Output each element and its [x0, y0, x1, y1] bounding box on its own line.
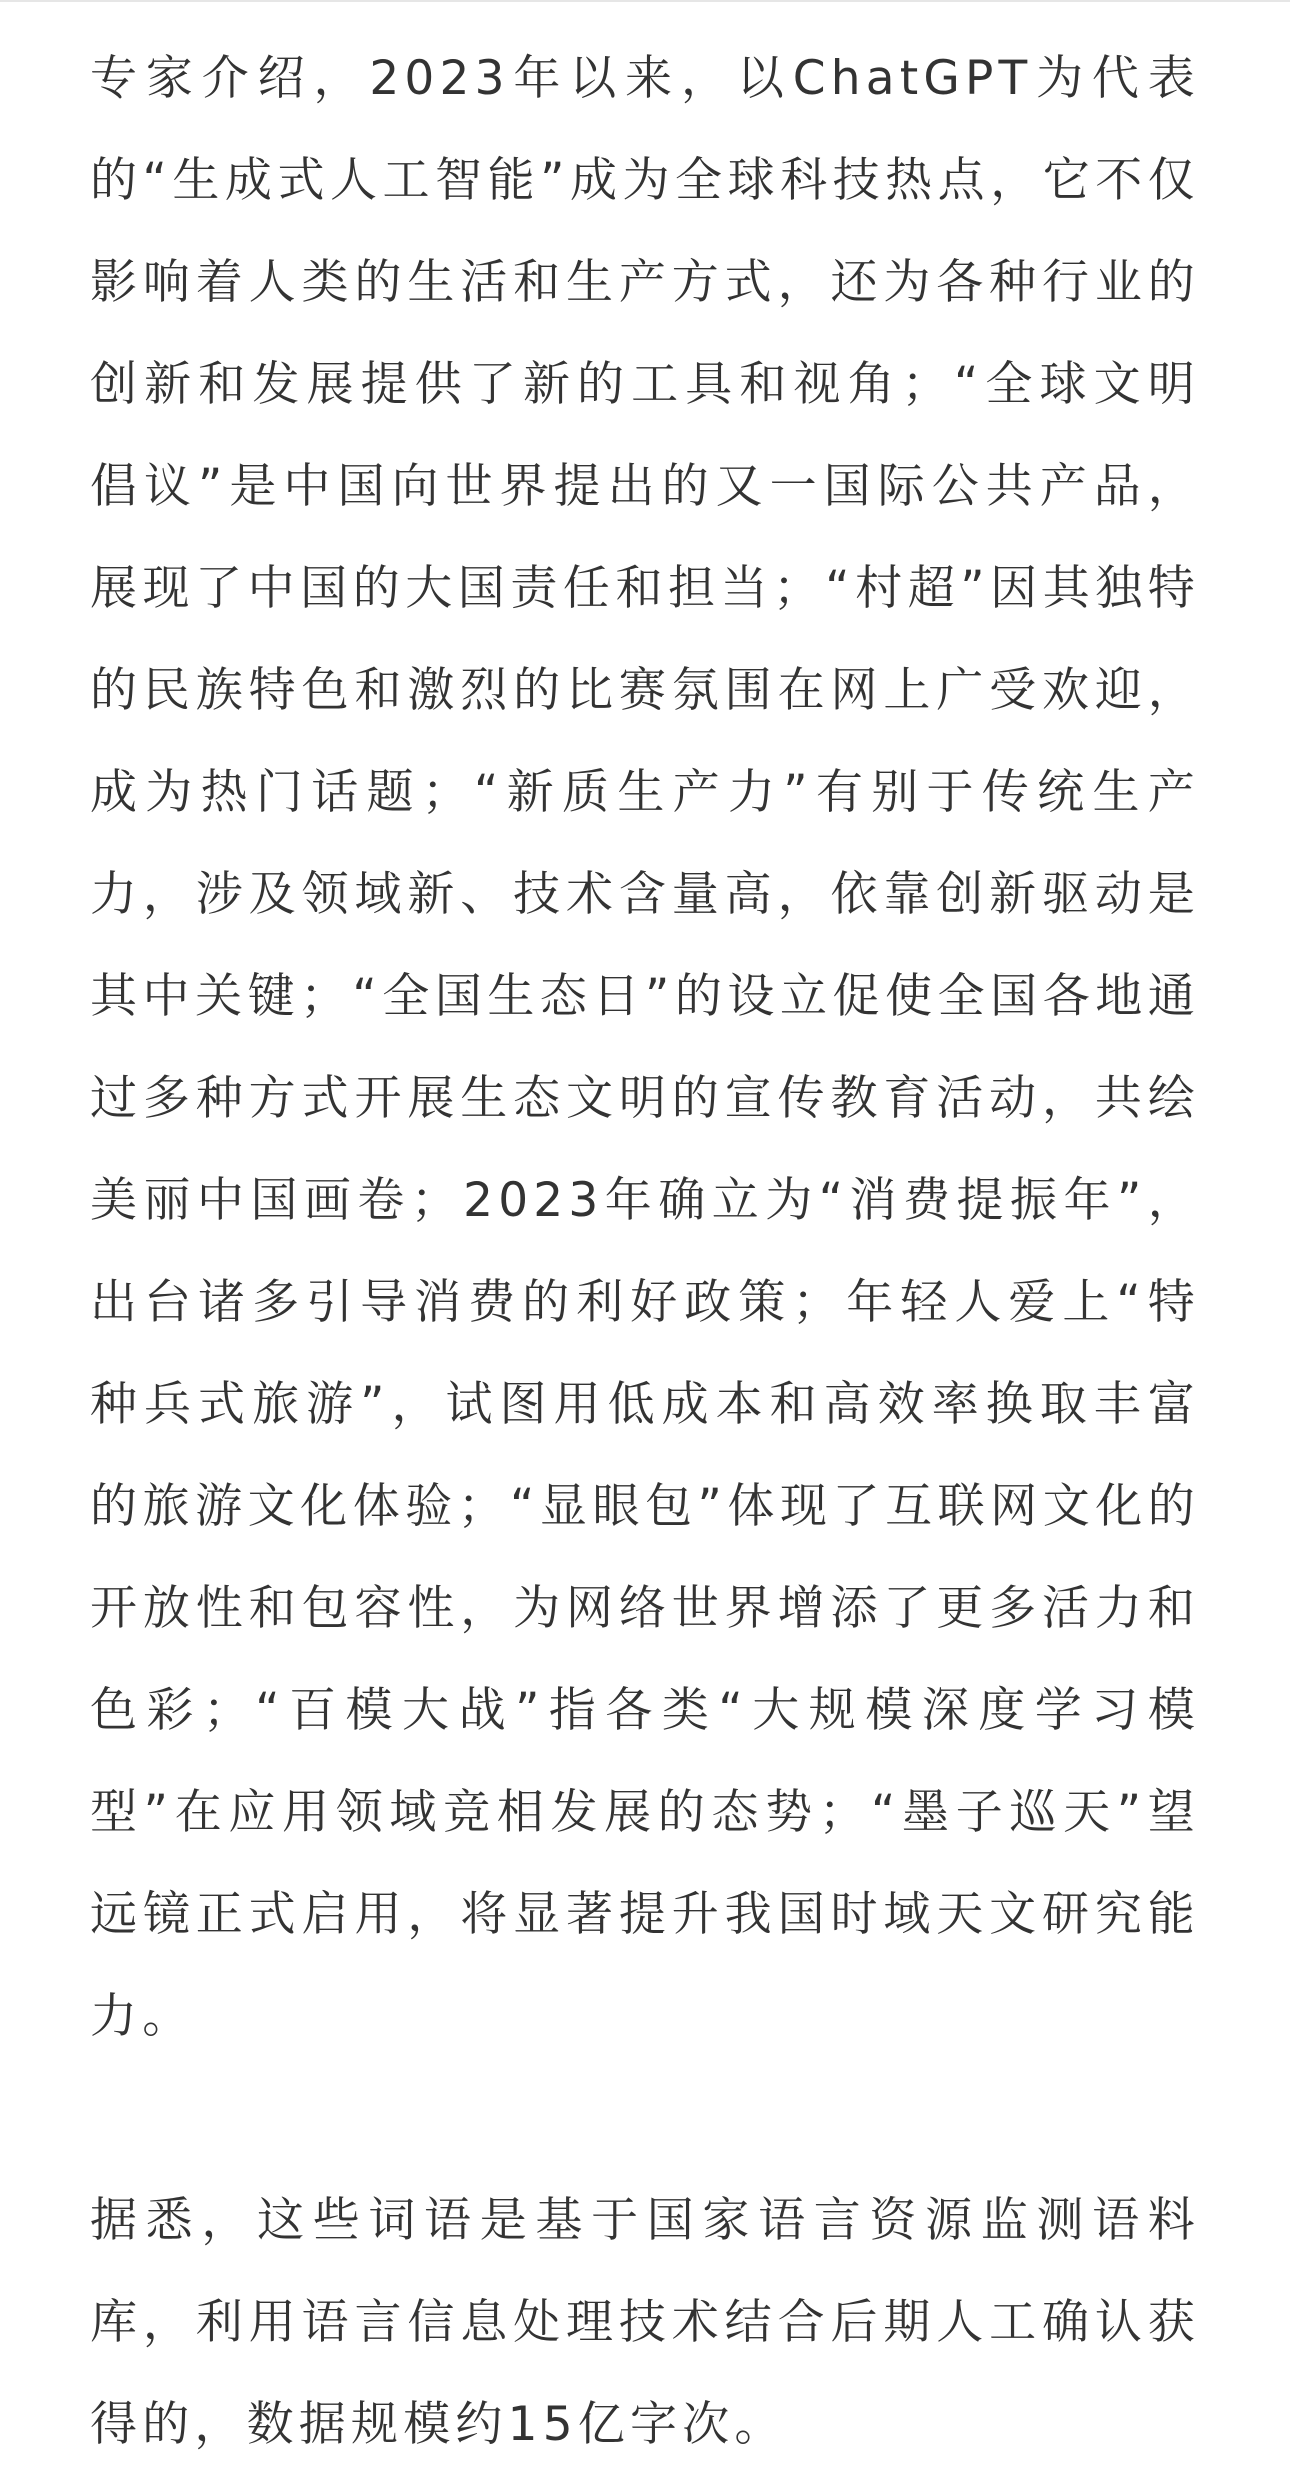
- article-body: [90, 28, 1200, 2476]
- article-paragraph-1: 专家介绍，2023年以来，以ChatGPT为代表的“生成式人工智能”成为全球科技热点，它不仅影响着人类的生活和生产方式，还为各种行业的创新和发展提供了新的工具和视角；“全球文明倡议”是中国向世界提出的又一国际公共产品，展现了中国的大国责任和担当；“村超”因其独特的民族特色和激烈的比赛氛围在网上广受欢迎，成为热门话题；“新质生产力”有别于传统生产力，涉及领域新、技术含量高，依靠创新驱动是其中关键；“全国生态日”的设立促使全国各地通过多种方式开展生态文明的宣传教育活动，共绘美丽中国画卷；2023年确立为“消费提振年”，出台诸多引导消费的利好政策；年轻人爱上“特种兵式旅游”，试图用低成本和高效率换取丰富的旅游文化体验；“显眼包”体现了互联网文化的开放性和包容性，为网络世界增添了更多活力和色彩；“百模大战”指各类“大规模深度学习模型”在应用领域竞相发展的态势；“墨子巡天”望远镜正式启用，将显著提升我国时域天文研究能力。: [90, 51, 1200, 2044]
- article-paragraph-2: 据悉，这些词语是基于国家语言资源监测语料库，利用语言信息处理技术结合后期人工确认获得的，数据规模约15亿字次。: [90, 2193, 1200, 2452]
- top-divider: [0, 0, 1290, 2]
